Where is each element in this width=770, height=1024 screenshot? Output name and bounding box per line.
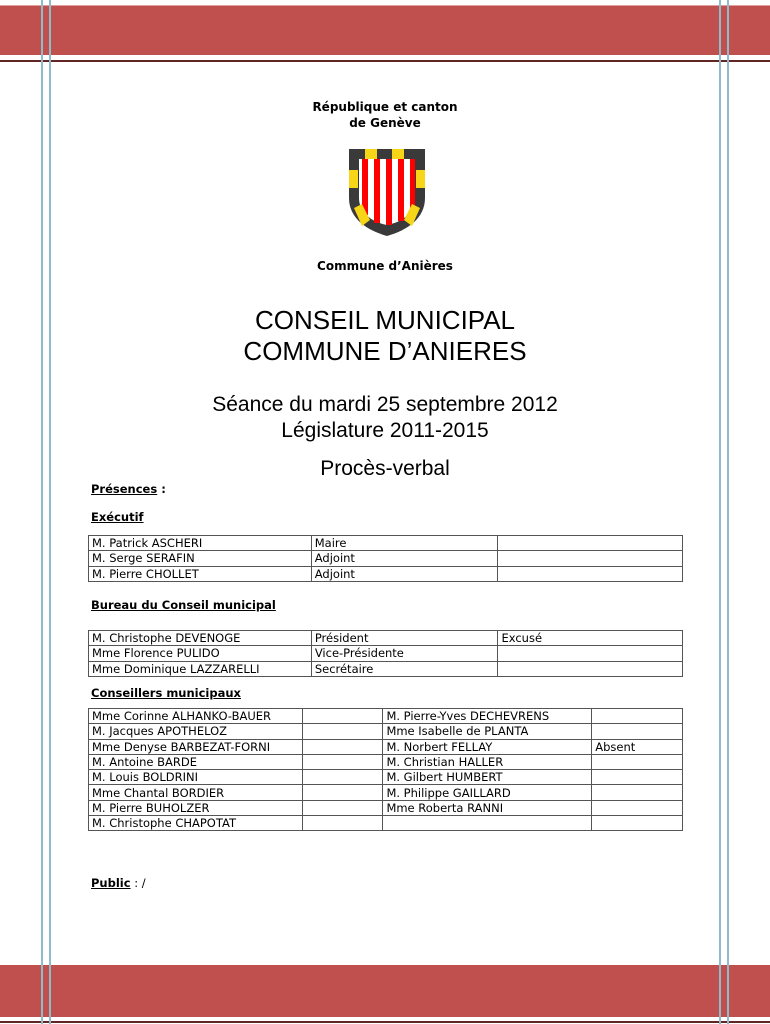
table-row [89, 785, 683, 800]
margin-line [49, 0, 51, 1024]
seance-info [0, 392, 770, 444]
table-row [89, 770, 683, 785]
document-title [0, 305, 770, 367]
conseillers-table [88, 708, 683, 831]
table-cell: Mme Roberta RANNI [383, 800, 592, 815]
header-line1: République et canton [312, 100, 458, 114]
table-cell: Maire [311, 536, 498, 551]
table-row [89, 709, 683, 724]
title-line1: CONSEIL MUNICIPAL [254, 305, 516, 335]
presences-label: Présences [91, 482, 158, 496]
table-cell: M. Pierre-Yves DECHEVRENS [383, 709, 592, 724]
table-row [89, 566, 683, 581]
table-cell: Secrétaire [311, 661, 498, 676]
title-line2: COMMUNE D’ANIERES [243, 336, 527, 366]
table-cell: Excusé [498, 631, 683, 646]
table-cell [498, 646, 683, 661]
table-cell: M. Philippe GAILLARD [383, 785, 592, 800]
seance-date: Séance du mardi 25 septembre 2012 [212, 393, 558, 416]
table-cell: M. Gilbert HUMBERT [383, 770, 592, 785]
table-cell: M. Christophe CHAPOTAT [89, 816, 303, 831]
table-cell: M. Norbert FELLAY [383, 739, 592, 754]
header-band [0, 5, 770, 55]
header-line2: de Genève [349, 116, 421, 130]
table-cell: M. Christian HALLER [383, 754, 592, 769]
table-cell [592, 816, 683, 831]
table-cell: M. Christophe DEVENOGE [89, 631, 312, 646]
republique-header [0, 99, 770, 131]
table-cell: Adjoint [311, 566, 498, 581]
table-cell [498, 551, 683, 566]
table-cell: Mme Isabelle de PLANTA [383, 724, 592, 739]
table-cell [302, 816, 383, 831]
table-cell [498, 661, 683, 676]
table-cell: Absent [592, 739, 683, 754]
table-cell [302, 739, 383, 754]
table-cell [592, 785, 683, 800]
margin-line [727, 0, 729, 1024]
table-cell [592, 800, 683, 815]
table-cell: Mme Corinne ALHANKO-BAUER [89, 709, 303, 724]
executif-table [88, 535, 683, 582]
public-line [91, 876, 146, 890]
table-cell: Mme Chantal BORDIER [89, 785, 303, 800]
table-cell [498, 536, 683, 551]
table-cell: M. Pierre CHOLLET [89, 566, 312, 581]
table-row [89, 646, 683, 661]
table-row [89, 536, 683, 551]
table-cell: M. Pierre BUHOLZER [89, 800, 303, 815]
table-cell [592, 724, 683, 739]
table-cell [383, 816, 592, 831]
table-cell: M. Louis BOLDRINI [89, 770, 303, 785]
table-cell: M. Patrick ASCHERI [89, 536, 312, 551]
commune-label: Commune d’Anières [317, 259, 453, 273]
table-cell: Mme Denyse BARBEZAT-FORNI [89, 739, 303, 754]
table-cell: Mme Florence PULIDO [89, 646, 312, 661]
table-cell [302, 770, 383, 785]
table-cell [592, 770, 683, 785]
table-cell: Président [311, 631, 498, 646]
executif-heading: Exécutif [91, 510, 144, 524]
public-value: : / [130, 876, 146, 890]
margin-line [719, 0, 721, 1024]
presences-colon: : [157, 482, 166, 496]
conseillers-heading: Conseillers municipaux [91, 686, 241, 700]
footer-band [0, 965, 770, 1017]
coat-of-arms-icon [348, 148, 426, 236]
margin-line [41, 0, 43, 1024]
header-rule [0, 60, 770, 62]
table-cell [302, 724, 383, 739]
table-cell [498, 566, 683, 581]
table-cell: Vice-Présidente [311, 646, 498, 661]
legislature: Législature 2011-2015 [281, 419, 489, 442]
table-cell [302, 800, 383, 815]
table-row [89, 800, 683, 815]
table-row [89, 724, 683, 739]
table-cell [302, 785, 383, 800]
bureau-heading: Bureau du Conseil municipal [91, 598, 276, 612]
bureau-table [88, 630, 683, 677]
table-row [89, 661, 683, 676]
table-row [89, 754, 683, 769]
table-cell [302, 754, 383, 769]
proces-verbal-title: Procès-verbal [320, 457, 450, 480]
table-row [89, 739, 683, 754]
table-row [89, 631, 683, 646]
table-row [89, 816, 683, 831]
footer-rule [0, 1021, 770, 1023]
table-cell: M. Jacques APOTHELOZ [89, 724, 303, 739]
table-cell [592, 709, 683, 724]
table-cell [302, 709, 383, 724]
table-cell: Adjoint [311, 551, 498, 566]
presences-heading [91, 482, 166, 496]
table-cell: M. Antoine BARDE [89, 754, 303, 769]
table-row [89, 551, 683, 566]
table-cell [592, 754, 683, 769]
public-label: Public [91, 876, 131, 890]
table-cell: M. Serge SERAFIN [89, 551, 312, 566]
table-cell: Mme Dominique LAZZARELLI [89, 661, 312, 676]
